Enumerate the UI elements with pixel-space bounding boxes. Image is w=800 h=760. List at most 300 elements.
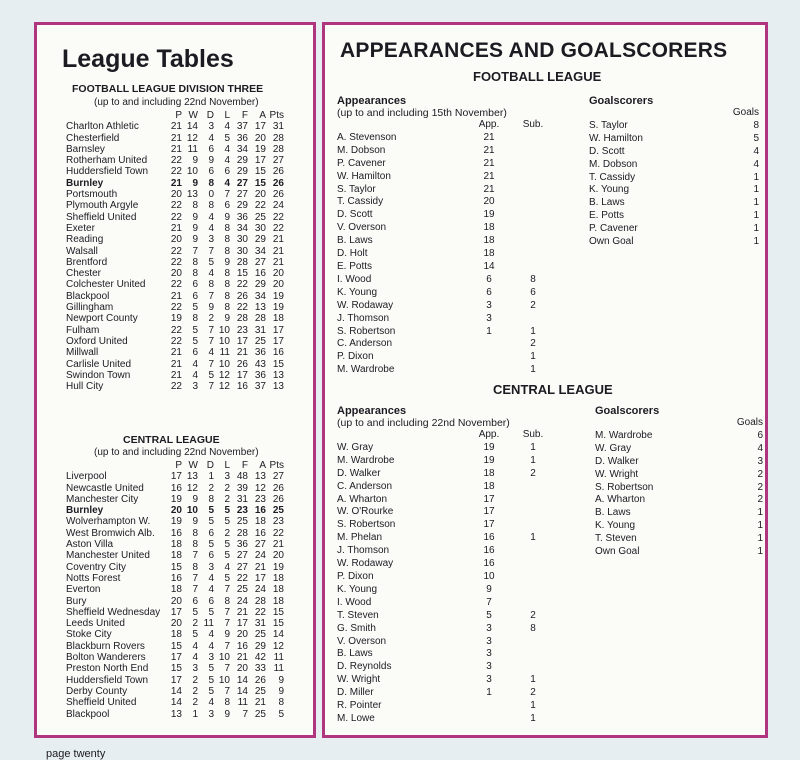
stat-pts: 12 xyxy=(272,640,284,652)
sub-count: 1 xyxy=(530,351,536,363)
stat-f: 20 xyxy=(236,663,248,675)
player-name: D. Miller xyxy=(337,687,374,699)
stat-f: 24 xyxy=(236,595,248,607)
app-count: 21 xyxy=(483,131,495,143)
stat-w: 7 xyxy=(192,245,198,257)
stat-p: 21 xyxy=(170,222,182,234)
stat-w: 5 xyxy=(192,606,198,618)
table-row xyxy=(66,302,284,313)
sub-count: 1 xyxy=(530,325,536,337)
table-row xyxy=(66,234,284,245)
stat-l: 4 xyxy=(224,177,230,189)
player-name: K. Young xyxy=(337,583,378,595)
player-row xyxy=(337,196,555,209)
goal-count: 1 xyxy=(757,546,763,558)
stat-w: 10 xyxy=(186,505,198,517)
stat-p: 22 xyxy=(170,256,182,268)
sub-count: 2 xyxy=(530,687,536,699)
goal-count: 1 xyxy=(757,520,763,532)
stat-f: 15 xyxy=(236,268,248,280)
cl-goals-col: Goals xyxy=(736,417,763,428)
appearances-panel xyxy=(322,22,768,738)
stat-d: 5 xyxy=(208,539,214,551)
stat-a: 36 xyxy=(254,347,266,359)
team-name: Newport County xyxy=(66,313,138,325)
stat-p: 16 xyxy=(170,482,182,494)
team-name: Stoke City xyxy=(66,629,112,641)
stat-w: 7 xyxy=(192,584,198,596)
stat-p: 16 xyxy=(170,527,182,539)
stat-p: 17 xyxy=(170,606,182,618)
team-name: Fulham xyxy=(66,324,100,336)
stat-d: 9 xyxy=(208,302,214,314)
stat-a: 27 xyxy=(254,256,266,268)
team-name: Gillingham xyxy=(66,302,114,314)
team-name: Chester xyxy=(66,268,102,280)
player-row xyxy=(337,713,555,726)
stat-p: 22 xyxy=(170,155,182,167)
team-name: Blackpool xyxy=(66,290,110,302)
player-name: M. Phelan xyxy=(337,532,383,544)
player-row xyxy=(337,610,555,623)
app-count: 3 xyxy=(486,661,492,673)
player-name: S. Robertson xyxy=(337,325,396,337)
stat-w: 13 xyxy=(186,189,198,201)
app-count: 21 xyxy=(483,157,495,169)
stat-l: 10 xyxy=(218,324,230,336)
player-name: M. Wardrobe xyxy=(337,454,395,466)
table-row xyxy=(66,709,284,720)
sub-count: 2 xyxy=(530,609,536,621)
stat-f: 23 xyxy=(236,324,248,336)
scorer-row xyxy=(595,494,763,507)
column-header-w: W xyxy=(188,460,198,471)
league-tables-title: League Tables xyxy=(62,45,234,73)
goal-count: 1 xyxy=(753,197,759,209)
stat-p: 22 xyxy=(170,211,182,223)
stat-l: 4 xyxy=(224,143,230,155)
app-count: 21 xyxy=(483,170,495,182)
team-name: Brentford xyxy=(66,256,108,268)
stat-a: 16 xyxy=(254,505,266,517)
stat-a: 13 xyxy=(254,302,266,314)
stat-pts: 19 xyxy=(272,290,284,302)
player-name: B. Laws xyxy=(337,235,373,247)
stat-d: 5 xyxy=(208,369,214,381)
stat-l: 5 xyxy=(224,572,230,584)
stat-w: 14 xyxy=(186,121,198,133)
stat-w: 8 xyxy=(192,313,198,325)
stat-f: 27 xyxy=(236,189,248,201)
goal-count: 6 xyxy=(757,429,763,441)
stat-l: 5 xyxy=(224,505,230,517)
stat-l: 5 xyxy=(224,539,230,551)
stat-a: 12 xyxy=(254,482,266,494)
stat-a: 21 xyxy=(254,561,266,573)
cl-heading: CENTRAL LEAGUE xyxy=(493,382,613,397)
player-name: D. Holt xyxy=(337,248,368,260)
player-name: M. Dobson xyxy=(337,144,386,156)
stat-d: 3 xyxy=(208,708,214,720)
stat-l: 7 xyxy=(224,640,230,652)
goal-count: 8 xyxy=(753,119,759,131)
stat-f: 26 xyxy=(236,358,248,370)
scorer-name: B. Laws xyxy=(589,197,625,209)
player-row xyxy=(337,145,555,158)
team-name: Everton xyxy=(66,584,101,596)
app-count: 16 xyxy=(483,558,495,570)
stat-l: 12 xyxy=(218,381,230,393)
table-row xyxy=(66,325,284,336)
player-name: V. Overson xyxy=(337,635,387,647)
table-row xyxy=(66,686,284,697)
table-row xyxy=(66,347,284,358)
central-subheading: (up to and including 22nd November) xyxy=(94,447,259,458)
stat-l: 6 xyxy=(224,166,230,178)
stat-a: 42 xyxy=(254,652,266,664)
stat-p: 15 xyxy=(170,663,182,675)
stat-w: 12 xyxy=(186,482,198,494)
stat-a: 13 xyxy=(254,471,266,483)
table-row xyxy=(66,629,284,640)
stat-pts: 17 xyxy=(272,335,284,347)
player-name: T. Cassidy xyxy=(337,196,384,208)
app-count: 3 xyxy=(486,648,492,660)
stat-a: 29 xyxy=(254,640,266,652)
stat-d: 7 xyxy=(208,335,214,347)
team-name: Chesterfield xyxy=(66,132,120,144)
cl-goalscorers-table xyxy=(595,417,763,559)
goal-count: 4 xyxy=(753,145,759,157)
stat-w: 9 xyxy=(192,234,198,246)
stat-p: 22 xyxy=(170,245,182,257)
stat-a: 37 xyxy=(254,381,266,393)
fl-sub-col: Sub. xyxy=(522,119,544,130)
stat-pts: 19 xyxy=(272,561,284,573)
stat-pts: 11 xyxy=(273,652,284,664)
stat-f: 20 xyxy=(236,629,248,641)
stat-f: 31 xyxy=(236,493,248,505)
player-row xyxy=(337,248,555,261)
app-count: 19 xyxy=(483,209,495,221)
sub-count xyxy=(511,506,555,519)
stat-d: 4 xyxy=(208,211,214,223)
player-row xyxy=(337,222,555,235)
stat-a: 15 xyxy=(254,166,266,178)
stat-f: 14 xyxy=(236,674,248,686)
stat-d: 7 xyxy=(208,290,214,302)
app-count: 3 xyxy=(486,312,492,324)
stat-a: 18 xyxy=(254,516,266,528)
scorer-name: T. Cassidy xyxy=(589,171,636,183)
scorer-row xyxy=(595,430,763,443)
stat-l: 9 xyxy=(224,256,230,268)
stat-p: 18 xyxy=(170,539,182,551)
player-row xyxy=(337,661,555,674)
scorer-row xyxy=(595,507,763,520)
sub-count xyxy=(511,171,555,184)
team-name: Huddersfield Town xyxy=(66,166,149,178)
goal-count: 1 xyxy=(753,171,759,183)
stat-pts: 9 xyxy=(278,674,284,686)
player-name: C. Anderson xyxy=(337,338,393,350)
player-name: I. Wood xyxy=(337,596,372,608)
app-count: 18 xyxy=(483,222,495,234)
stat-l: 7 xyxy=(224,584,230,596)
stat-d: 4 xyxy=(208,640,214,652)
scorer-row xyxy=(589,210,759,223)
stat-l: 9 xyxy=(224,211,230,223)
stat-w: 9 xyxy=(192,222,198,234)
stat-l: 3 xyxy=(224,471,230,483)
player-name: A. Wharton xyxy=(337,493,388,505)
stat-p: 22 xyxy=(170,279,182,291)
player-name: K. Young xyxy=(337,286,378,298)
scorer-name: S. Robertson xyxy=(595,481,654,493)
app-count xyxy=(467,351,511,364)
table-row xyxy=(66,178,284,189)
stat-pts: 18 xyxy=(272,572,284,584)
scorer-name: K. Young xyxy=(595,520,636,532)
player-name: T. Steven xyxy=(337,609,379,621)
goal-count: 4 xyxy=(757,442,763,454)
stat-f: 29 xyxy=(236,166,248,178)
stat-p: 19 xyxy=(170,313,182,325)
team-name: Colchester United xyxy=(66,279,146,291)
stat-pts: 26 xyxy=(272,189,284,201)
stat-d: 7 xyxy=(208,245,214,257)
stat-p: 21 xyxy=(170,177,182,189)
table-row xyxy=(66,133,284,144)
sub-count xyxy=(511,248,555,261)
stat-f: 17 xyxy=(236,369,248,381)
player-name: I. Wood xyxy=(337,273,372,285)
stat-a: 25 xyxy=(254,211,266,223)
stat-l: 2 xyxy=(224,482,230,494)
fl-appearances-sub: (up to and including 15th November) xyxy=(337,107,507,119)
stat-f: 27 xyxy=(236,561,248,573)
stat-w: 2 xyxy=(192,674,198,686)
team-name: Blackburn Rovers xyxy=(66,640,145,652)
player-row xyxy=(337,506,555,519)
stat-pts: 27 xyxy=(272,471,284,483)
player-row xyxy=(337,571,555,584)
stat-p: 13 xyxy=(170,708,182,720)
player-row xyxy=(337,545,555,558)
stat-d: 3 xyxy=(208,234,214,246)
table-row xyxy=(66,596,284,607)
player-name: P. Cavener xyxy=(337,157,386,169)
stat-p: 20 xyxy=(170,234,182,246)
team-name: Hull City xyxy=(66,381,104,393)
stat-w: 5 xyxy=(192,629,198,641)
stat-d: 3 xyxy=(208,561,214,573)
app-count: 6 xyxy=(486,273,492,285)
stat-f: 37 xyxy=(236,121,248,133)
stat-a: 26 xyxy=(254,674,266,686)
stat-p: 21 xyxy=(170,369,182,381)
stat-l: 8 xyxy=(224,279,230,291)
sub-count: 2 xyxy=(530,338,536,350)
player-name: D. Reynolds xyxy=(337,661,392,673)
player-row xyxy=(337,184,555,197)
stat-p: 22 xyxy=(170,335,182,347)
stat-a: 34 xyxy=(254,290,266,302)
player-row xyxy=(337,636,555,649)
sub-count: 8 xyxy=(530,622,536,634)
goal-count: 2 xyxy=(757,481,763,493)
fl-appearances-title: Appearances xyxy=(337,95,407,107)
stat-f: 7 xyxy=(242,708,248,720)
player-row xyxy=(337,700,555,713)
stat-w: 6 xyxy=(192,595,198,607)
stat-pts: 15 xyxy=(272,358,284,370)
stat-p: 17 xyxy=(170,652,182,664)
stat-p: 21 xyxy=(170,143,182,155)
app-count xyxy=(467,338,511,351)
stat-f: 28 xyxy=(236,527,248,539)
table-row xyxy=(66,155,284,166)
table-row xyxy=(66,528,284,539)
goal-count: 1 xyxy=(757,507,763,519)
scorer-name: E. Potts xyxy=(589,210,625,222)
stat-a: 17 xyxy=(254,572,266,584)
stat-w: 9 xyxy=(192,155,198,167)
goal-count: 1 xyxy=(753,236,759,248)
stat-pts: 22 xyxy=(272,222,284,234)
stat-a: 24 xyxy=(254,584,266,596)
stat-p: 17 xyxy=(170,471,182,483)
table-row xyxy=(66,279,284,290)
stat-d: 8 xyxy=(208,177,214,189)
column-header-f: F xyxy=(241,110,248,121)
app-count: 3 xyxy=(486,674,492,686)
stat-d: 11 xyxy=(203,618,214,630)
player-row xyxy=(337,623,555,636)
stat-a: 27 xyxy=(254,539,266,551)
stat-d: 8 xyxy=(208,493,214,505)
stat-l: 10 xyxy=(218,335,230,347)
scorer-name: Own Goal xyxy=(595,546,640,558)
sub-count xyxy=(511,235,555,248)
column-header-p: P xyxy=(175,110,182,121)
stat-a: 20 xyxy=(254,132,266,144)
stat-w: 5 xyxy=(192,335,198,347)
stat-p: 20 xyxy=(170,618,182,630)
scorer-name: W. Hamilton xyxy=(589,132,643,144)
column-header-f: F xyxy=(241,460,248,471)
stat-w: 10 xyxy=(186,166,198,178)
stat-d: 4 xyxy=(208,347,214,359)
stat-f: 23 xyxy=(236,505,248,517)
stat-pts: 20 xyxy=(272,268,284,280)
goal-count: 1 xyxy=(753,184,759,196)
stat-p: 20 xyxy=(170,595,182,607)
stat-a: 16 xyxy=(254,268,266,280)
sub-count xyxy=(511,132,555,145)
team-name: Plymouth Argyle xyxy=(66,200,139,212)
stat-d: 2 xyxy=(208,313,214,325)
cl-appearances-sub: (up to and including 22nd November) xyxy=(337,417,510,429)
player-row xyxy=(337,209,555,222)
stat-l: 8 xyxy=(224,222,230,234)
stat-d: 6 xyxy=(208,166,214,178)
table-row xyxy=(66,584,284,595)
stat-f: 48 xyxy=(236,471,248,483)
stat-p: 20 xyxy=(170,505,182,517)
table-row xyxy=(66,641,284,652)
stat-a: 17 xyxy=(254,155,266,167)
stat-w: 7 xyxy=(192,550,198,562)
player-name: G. Smith xyxy=(337,622,376,634)
stat-f: 36 xyxy=(236,539,248,551)
table-row xyxy=(66,494,284,505)
team-name: Notts Forest xyxy=(66,572,121,584)
stat-l: 4 xyxy=(224,121,230,133)
stat-f: 29 xyxy=(236,155,248,167)
stat-a: 31 xyxy=(254,618,266,630)
table-row xyxy=(66,144,284,155)
stat-w: 6 xyxy=(192,279,198,291)
player-name: P. Dixon xyxy=(337,570,374,582)
app-count: 19 xyxy=(483,454,495,466)
stat-pts: 23 xyxy=(272,516,284,528)
stat-w: 9 xyxy=(192,211,198,223)
stat-p: 21 xyxy=(170,358,182,370)
stat-l: 8 xyxy=(224,268,230,280)
fl-heading: FOOTBALL LEAGUE xyxy=(473,69,602,84)
scorer-name: M. Dobson xyxy=(589,158,638,170)
stat-d: 6 xyxy=(208,595,214,607)
stat-pts: 24 xyxy=(272,200,284,212)
stat-p: 22 xyxy=(170,200,182,212)
player-row xyxy=(337,132,555,145)
stat-l: 8 xyxy=(224,245,230,257)
stat-l: 2 xyxy=(224,493,230,505)
goal-count: 1 xyxy=(753,223,759,235)
stat-d: 3 xyxy=(208,652,214,664)
player-name: W. Gray xyxy=(337,441,374,453)
stat-pts: 31 xyxy=(272,121,284,133)
sub-count xyxy=(511,184,555,197)
stat-pts: 13 xyxy=(272,369,284,381)
stat-p: 17 xyxy=(170,674,182,686)
table-row xyxy=(66,697,284,708)
stat-l: 8 xyxy=(224,234,230,246)
player-name: M. Lowe xyxy=(337,712,375,724)
app-count: 17 xyxy=(483,493,495,505)
player-row xyxy=(337,455,555,468)
stat-l: 4 xyxy=(224,155,230,167)
stat-l: 7 xyxy=(224,663,230,675)
sub-count xyxy=(511,648,555,661)
team-name: Portsmouth xyxy=(66,189,118,201)
div3-heading: FOOTBALL LEAGUE DIVISION THREE xyxy=(72,83,264,95)
stat-w: 9 xyxy=(192,493,198,505)
stat-f: 30 xyxy=(236,245,248,257)
stat-a: 19 xyxy=(254,143,266,155)
stat-p: 14 xyxy=(170,685,182,697)
cl-appearances-title: Appearances xyxy=(337,405,407,417)
stat-f: 34 xyxy=(236,222,248,234)
stat-f: 16 xyxy=(236,381,248,393)
div3-table xyxy=(66,110,284,392)
table-row xyxy=(66,336,284,347)
player-row xyxy=(337,481,555,494)
stat-w: 8 xyxy=(192,527,198,539)
team-name: Blackpool xyxy=(66,708,110,720)
stat-a: 15 xyxy=(254,177,266,189)
